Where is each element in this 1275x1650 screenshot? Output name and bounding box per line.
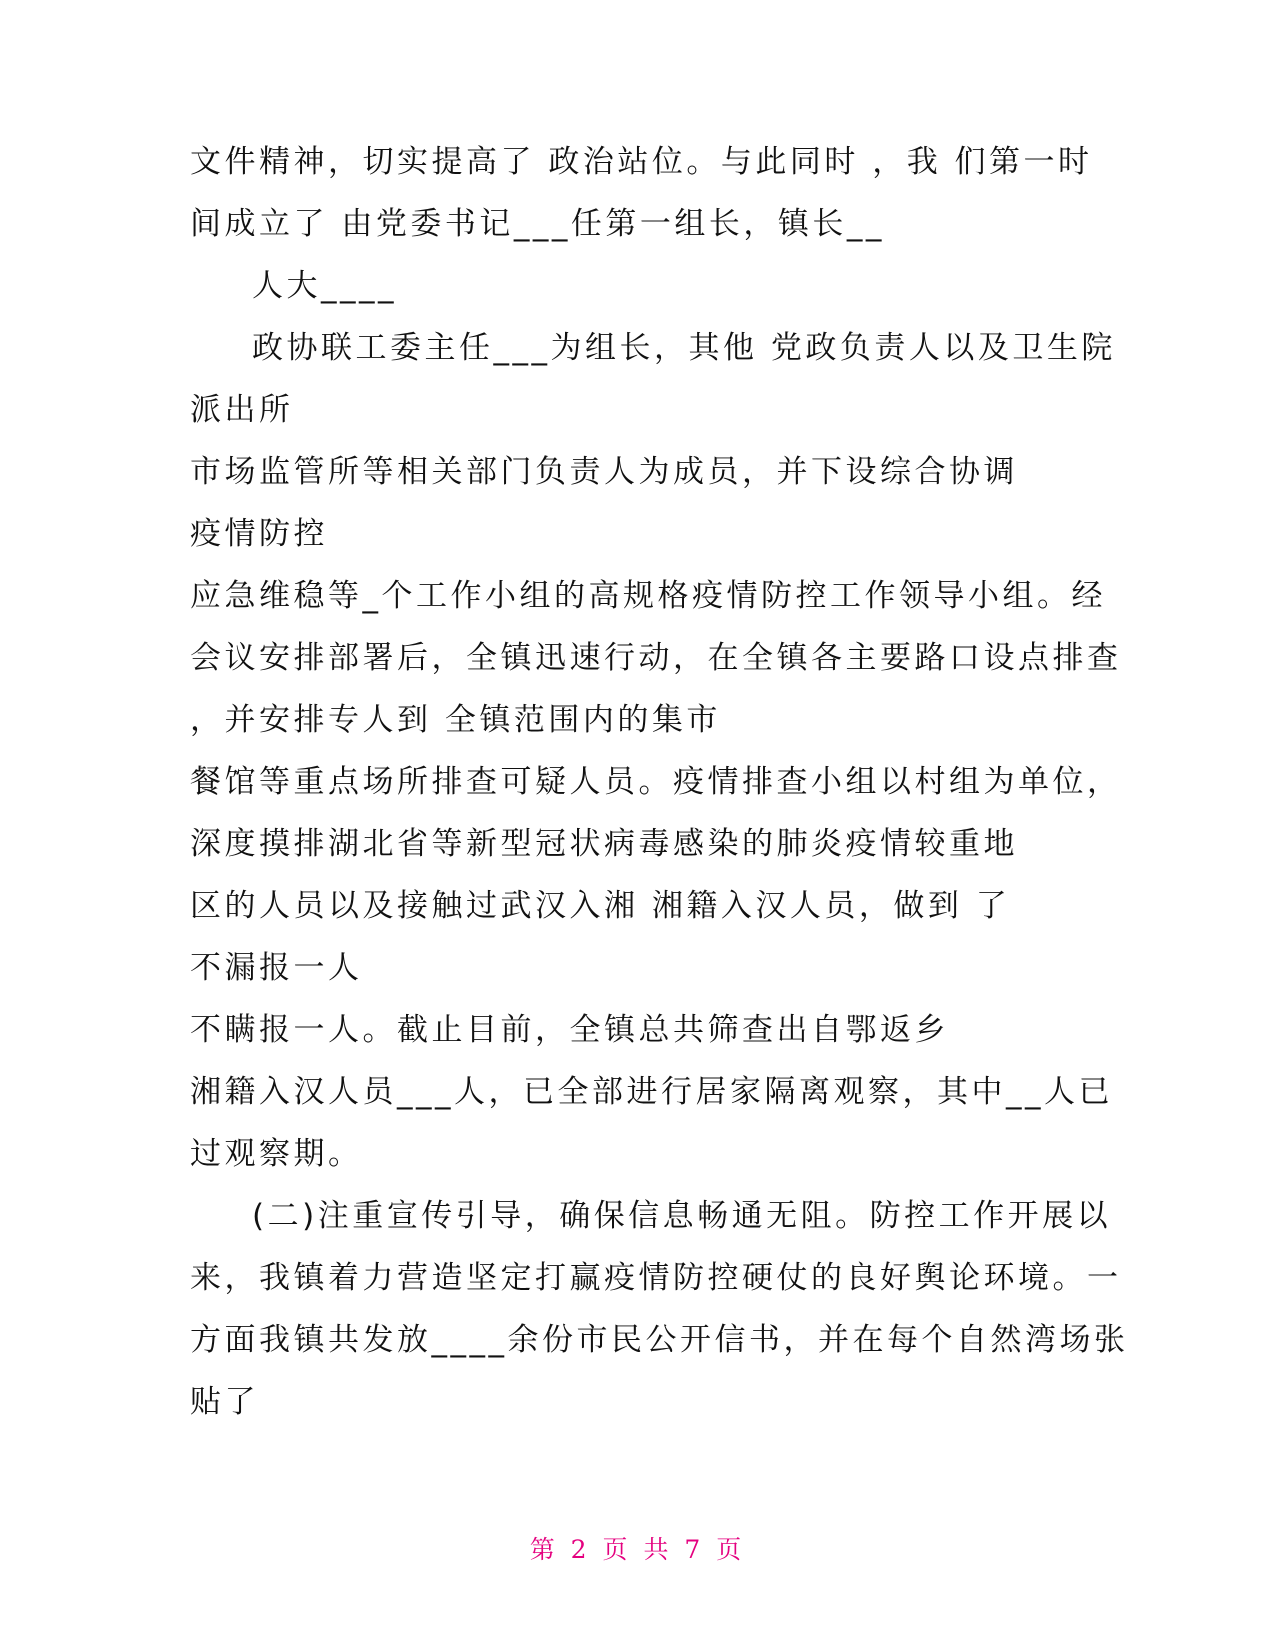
text-line: ，并安排专人到 全镇范围内的集市 [190, 702, 721, 738]
text-line: 市场监管所等相关部门负责人为成员，并下设综合协调 [190, 454, 1018, 490]
text-line: 文件精神，切实提高了 政治站位。与此同时 ，我 们第一时 [190, 144, 1093, 180]
page-number-footer: 第 2 页 共 7 页 [529, 1535, 746, 1564]
text-line: 方面我镇共发放____余份市民公开信书，并在每个自然湾场张 [190, 1322, 1129, 1358]
text-line: 应急维稳等_个工作小组的高规格疫情防控工作领导小组。经 [190, 578, 1106, 614]
text-line: 间成立了 由党委书记___任第一组长，镇长__ [190, 206, 885, 242]
text-line: 派出所 [190, 392, 294, 428]
text-line: 来，我镇着力营造坚定打赢疫情防控硬仗的良好舆论环境。一 [190, 1260, 1122, 1296]
text-line: 过观察期。 [190, 1136, 363, 1172]
text-line: 湘籍入汉人员___人，已全部进行居家隔离观察，其中__人已 [190, 1074, 1113, 1110]
text-line: 区的人员以及接触过武汉入湘 湘籍入汉人员，做到 了 [190, 888, 1011, 924]
text-line: 餐馆等重点场所排查可疑人员。疫情排查小组以村组为单位， [190, 764, 1122, 800]
text-line: 不漏报一人 [190, 950, 363, 986]
text-line: 会议安排部署后，全镇迅速行动，在全镇各主要路口设点排查 [190, 640, 1122, 676]
text-line: 深度摸排湖北省等新型冠状病毒感染的肺炎疫情较重地 [190, 826, 1018, 862]
text-line: (二)注重宣传引导，确保信息畅通无阻。防控工作开展以 [252, 1198, 1112, 1234]
text-line: 政协联工委主任___为组长，其他 党政负责人以及卫生院 [252, 330, 1116, 366]
text-line: 疫情防控 [190, 516, 328, 552]
text-line: 贴了 [190, 1384, 259, 1420]
text-line: 不瞒报一人。截止目前，全镇总共筛查出自鄂返乡 [190, 1012, 949, 1048]
text-line: 人大____ [252, 268, 397, 304]
